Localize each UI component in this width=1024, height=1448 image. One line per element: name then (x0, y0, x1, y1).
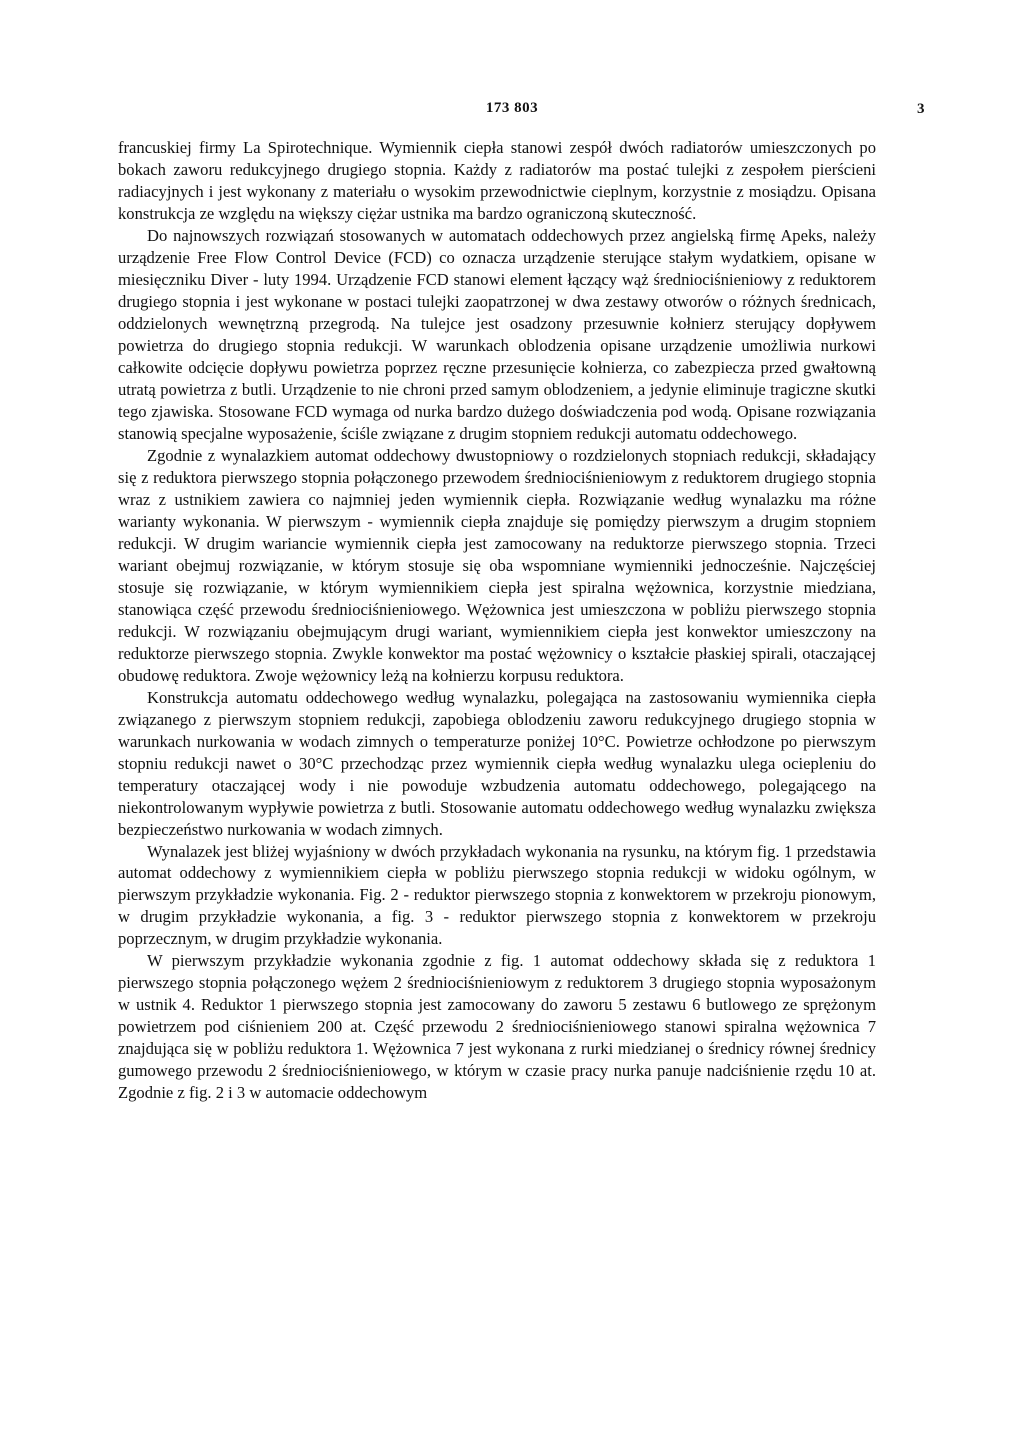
paragraph-5: Wynalazek jest bliżej wyjaśniony w dwóch przykładach wykonania na rysunku, na którym fig. 1 przedstawia automat oddechowy z wymiennikiem ciepła w pobliżu pierwszego stopnia redukcji w widoku ogólnym, w pierwszym przykładzie wykonania. Fig. 2 - reduktor pierwszego stopnia z konwektorem w przekroju pionowym, w drugim przykładzie wykonania, a fig. 3 - reduktor pierwszego stopnia z konwektorem w przekroju poprzecznym, w drugim przykładzie wykonania. (118, 841, 876, 949)
document-body (118, 137, 876, 1104)
paragraph-3: Zgodnie z wynalazkiem automat oddechowy dwustopniowy o rozdzielonych stopniach redukcji, składający się z reduktora pierwszego stopnia połączonego przewodem średniociśnieniowym z reduktorem drugiego stopnia wraz z ustnikiem zawiera co najmniej jeden wymiennik ciepła. Rozwiązanie według wynalazku ma różne warianty wykonania. W pierwszym - wymiennik ciepła znajduje się pomiędzy pierwszym a drugim stopniem redukcji. W drugim wariancie wymiennik ciepła jest zamocowany na reduktorze pierwszego stopnia. Trzeci wariant obejmuj rozwiązanie, w którym stosuje się oba wspomniane wymienniki jednocześnie. Najczęściej stosuje się rozwiązanie, w którym wymiennikiem ciepła jest spiralna wężownica, korzystnie miedziana, stanowiąca część przewodu średniociśnieniowego. Wężownica jest umieszczona w pobliżu pierwszego stopnia redukcji. W rozwiązaniu obejmującym drugi wariant, wymiennikiem ciepła jest konwektor umieszczony na reduktorze pierwszego stopnia. Zwykle konwektor ma postać wężownicy o kształcie płaskiej spirali, otaczającej obudowę reduktora. Zwoje wężownicy leżą na kołnierzu korpusu reduktora. (118, 445, 876, 685)
paragraph-6: W pierwszym przykładzie wykonania zgodnie z fig. 1 automat oddechowy składa się z reduktora 1 pierwszego stopnia połączonego wężem 2 średniociśnieniowym z reduktorem 3 drugiego stopnia wyposażonym w ustnik 4. Reduktor 1 pierwszego stopnia jest zamocowany do zaworu 5 zestawu 6 butlowego ze sprężonym powietrzem pod ciśnieniem 200 at. Część przewodu 2 średniociśnieniowego stanowi spiralna wężownica 7 znajdująca się w pobliżu reduktora 1. Wężownica 7 jest wykonana z rurki miedzianej o średnicy równej średnicy gumowego przewodu 2 średniociśnieniowego, w którym w czasie pracy nurka panuje nadciśnienie rzędu 10 at. Zgodnie z fig. 2 i 3 w automacie oddechowym (118, 951, 876, 1103)
paragraph-2: Do najnowszych rozwiązań stosowanych w automatach oddechowych przez angielską firmę Apeks, należy urządzenie Free Flow Control Device (FCD) co oznacza urządzenie sterujące stałym wydatkiem, opisane w miesięczniku Diver - luty 1994. Urządzenie FCD stanowi element łączący wąż średniociśnieniowy z reduktorem drugiego stopnia i jest wykonane w postaci tulejki zaopatrzonej w dwa zestawy otworów o różnych średnicach, oddzielonych wewnętrzną przegrodą. Na tulejce jest osadzony przesuwnie kołnierz sterujący dopływem powietrza do drugiego stopnia redukcji. W warunkach oblodzenia opisane urządzenie umożliwia nurkowi całkowite odcięcie dopływu powietrza poprzez ręczne przesunięcie kołnierza, co zabezpiecza przed gwałtowną utratą powietrza z butli. Urządzenie to nie chroni przed samym oblodzeniem, a jedynie eliminuje tragiczne skutki tego zjawiska. Stosowane FCD wymaga od nurka bardzo dużego doświadczenia pod wodą. Opisane rozwiązania stanowią specjalne wyposażenie, ściśle związane z drugim stopniem redukcji automatu oddechowego. (118, 225, 876, 443)
patent-number: 173 803 (485, 100, 539, 116)
page-number: 3 (917, 101, 925, 117)
paragraph-1: francuskiej firmy La Spirotechnique. Wymiennik ciepła stanowi zespół dwóch radiatorów umieszczonych po bokach zaworu redukcyjnego drugiego stopnia. Każdy z radiatorów ma postać tulejki z zespołem pierścieni radiacyjnych i jest wykonany z materiału o wysokim przewodnictwie cieplnym, korzystnie z mosiądzu. Opisana konstrukcja ze względu na większy ciężar ustnika ma bardzo ograniczoną skuteczność. (118, 138, 876, 223)
page-header (0, 100, 1024, 122)
paragraph-4: Konstrukcja automatu oddechowego według wynalazku, polegająca na zastosowaniu wymiennika ciepła związanego z pierwszym stopniem redukcji, zapobiega oblodzeniu zaworu redukcyjnego drugiego stopnia w warunkach nurkowania w wodach zimnych o temperaturze poniżej 10°C. Powietrze ochłodzone po pierwszym stopniu redukcji nawet o 30°C przechodząc przez wymiennik ciepła według wynalazku ulega ociepleniu do temperatury otaczającej wody i nie powoduje wzbudzenia automatu oddechowego, polegającego na niekontrolowanym wypływie powietrza z butli. Stosowanie automatu oddechowego według wynalazku zwiększa bezpieczeństwo nurkowania w wodach zimnych. (118, 687, 876, 839)
